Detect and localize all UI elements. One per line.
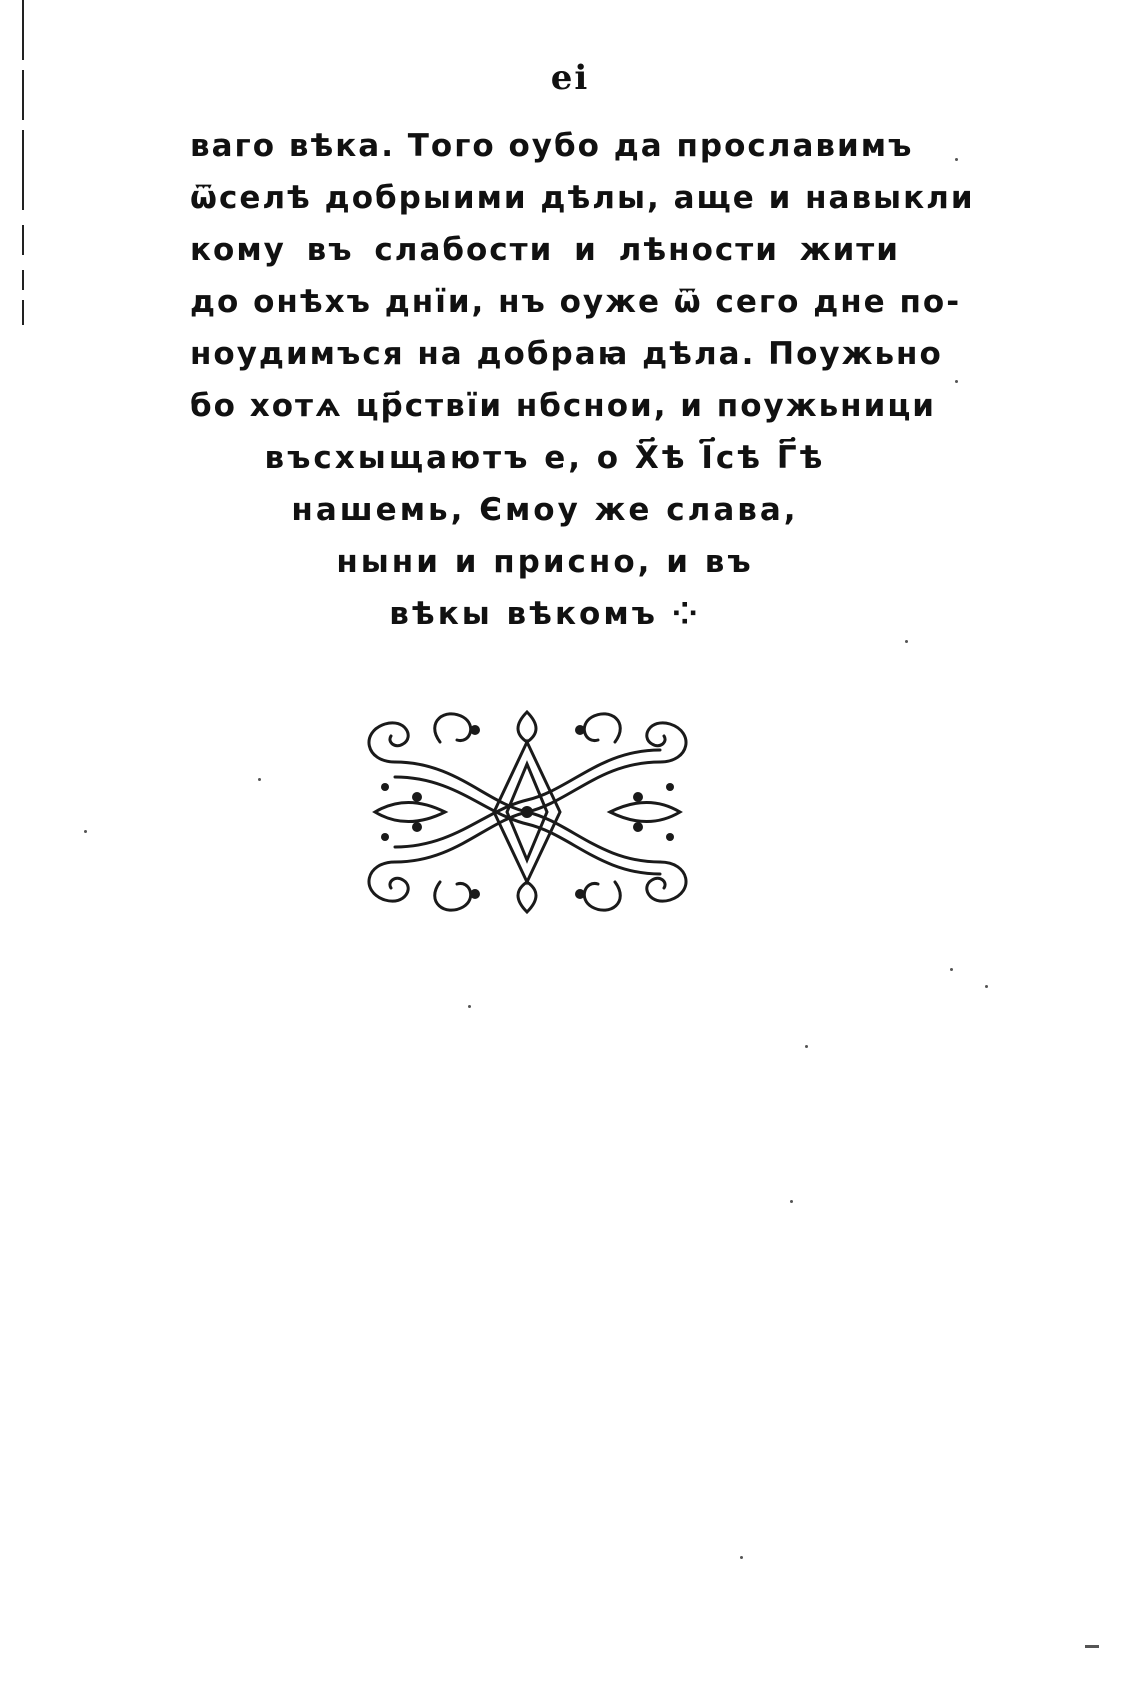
text-line: кому въ слабости и лѣности жити	[190, 232, 900, 268]
scan-speck	[985, 985, 988, 988]
text-line: до онѣхъ днїи, нъ оуже ѿ сего дне по-	[190, 284, 962, 320]
text-line: бо хотѧ цр҃ствїи нбснои, и поужьници	[190, 388, 937, 424]
scan-edge-mark	[22, 0, 25, 330]
text-line: ѿселѣ добрыими дѣлы, аще и навыкли	[190, 180, 975, 216]
scan-speck	[740, 1556, 743, 1559]
scan-speck	[905, 640, 908, 643]
page-number: еі	[550, 58, 590, 98]
text-line: въсхыщаютъ е, о Х҃ѣ І҃сѣ Г҃ѣ	[264, 440, 826, 476]
text-line: вѣкы вѣкомъ ⁘	[389, 596, 701, 632]
scan-speck	[84, 830, 87, 833]
main-text-block	[190, 120, 975, 640]
text-line: ноудимъся на добраꙗ дѣла. Поужьно	[190, 336, 943, 372]
text-line: ныни и присно, и въ	[336, 544, 754, 580]
scan-speck	[955, 380, 958, 383]
scan-speck	[955, 158, 958, 161]
scan-speck	[805, 1045, 808, 1048]
text-line: нашемь, Ємоу же слава,	[291, 492, 799, 528]
scan-speck	[468, 1005, 471, 1008]
text-line: ваго вѣка. Того оубо да прославимъ	[190, 128, 914, 164]
scan-speck	[790, 1200, 793, 1203]
scan-speck	[258, 778, 261, 781]
scan-speck	[950, 968, 953, 971]
scan-speck	[1085, 1645, 1099, 1648]
floral-knot-ornament-icon	[355, 702, 700, 922]
